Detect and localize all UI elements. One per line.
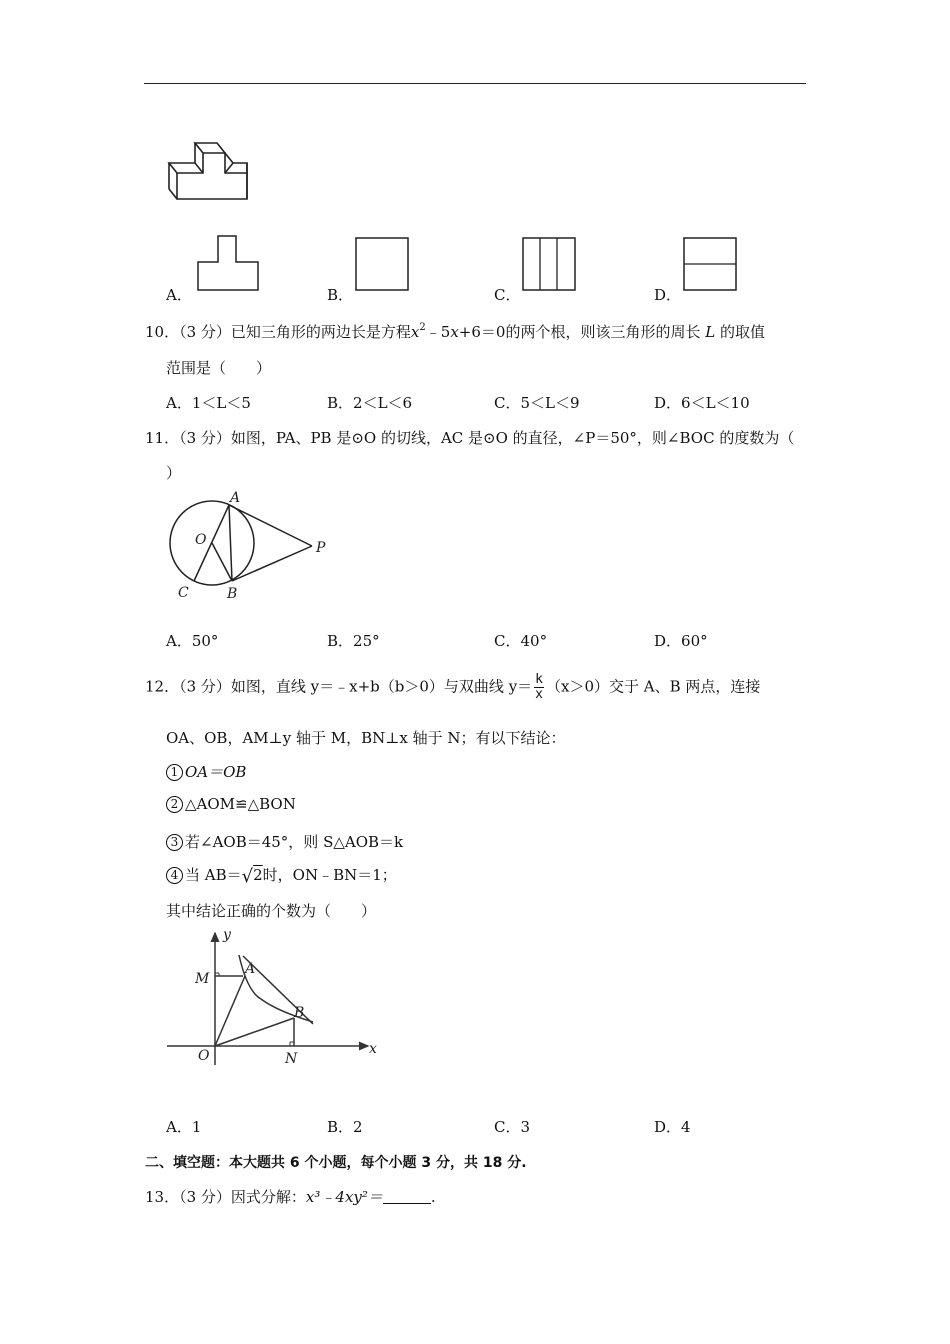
q13-text: 因式分解： (230, 1188, 306, 1206)
q13-score: （3 分） (179, 1188, 231, 1206)
q13-answer-blank[interactable] (383, 1189, 431, 1204)
q11-label-c: C (178, 585, 189, 601)
q12-line2: OA、OB，AM⊥y 轴于 M，BN⊥x 轴于 N；有以下结论： (166, 729, 566, 747)
q12-score: （3 分） (179, 677, 231, 696)
q12-question-end: 其中结论正确的个数为（ ） (166, 902, 377, 920)
sqrt-icon: √ (241, 866, 254, 887)
q9-option-d-label: D． (654, 286, 682, 304)
q12-label-x: x (369, 1041, 377, 1057)
q10-option-b: B．2＜L＜6 (327, 394, 413, 412)
q13-number: 13． (145, 1188, 180, 1206)
q12-label-o: O (198, 1048, 210, 1064)
q12-option-c: C．3 (494, 1118, 531, 1136)
q12-conclusion-4-text-a: 当 AB＝ (185, 866, 242, 884)
q12-conclusion-2-number: 2 (166, 796, 183, 813)
section-2-heading: 二、填空题：本大题共 6 个小题，每个小题 3 分，共 18 分. (145, 1155, 527, 1171)
q12-conclusion-4-number: 4 (166, 867, 183, 884)
q11-label-p: P (316, 540, 326, 556)
q12-option-d: D．4 (654, 1118, 691, 1136)
q10-text-3: 的取值 (719, 323, 765, 341)
q12-label-y: y (223, 927, 231, 943)
q13-stem (145, 1186, 436, 1207)
q12-fraction (534, 673, 544, 702)
q12-fraction-numerator: k (535, 672, 543, 687)
q12-option-b: B．2 (327, 1118, 363, 1136)
q13-expression: x³﹣4xy²＝ (305, 1188, 383, 1206)
q10-score: （3 分） (179, 323, 231, 341)
q12-conclusion-1 (166, 761, 246, 782)
q12-conclusion-4 (166, 864, 397, 887)
q12-conclusion-2 (166, 795, 296, 813)
q11-option-b: B．25° (327, 632, 380, 650)
q9-option-d-figure (682, 236, 738, 292)
q10-text-2: 的两个根，则该三角形的周长 (505, 323, 701, 341)
q9-option-a-figure (196, 234, 260, 292)
q12-option-a: A．1 (166, 1118, 202, 1136)
header-rule (144, 83, 806, 84)
q12-number: 12． (145, 677, 180, 696)
q12-graph-figure (165, 925, 390, 1070)
q12-conclusion-3 (166, 831, 403, 852)
q11-stem (145, 427, 794, 448)
q10-number: 10． (145, 323, 180, 341)
q11-option-c: C．40° (494, 632, 548, 650)
q12-text-2: （x＞0）交于 A、B 两点，连接 (546, 677, 761, 696)
q11-label-a: A (230, 490, 241, 506)
q11-number: 11． (145, 429, 180, 447)
q12-text-1: 如图，直线 y＝﹣x+b（b＞0）与双曲线 y＝ (230, 677, 533, 696)
q11-score: （3 分） (179, 429, 231, 447)
q12-label-m: M (195, 971, 210, 987)
q11-label-b: B (227, 586, 238, 602)
q12-conclusion-1-number: 1 (166, 764, 183, 781)
q10-line2: 范围是（ ） (166, 359, 272, 377)
q9-option-c-figure (521, 236, 577, 292)
q11-option-d: D．60° (654, 632, 708, 650)
q12-conclusion-3-number: 3 (166, 834, 183, 851)
q11-option-a: A．50° (166, 632, 219, 650)
q9-option-b-figure (354, 236, 410, 292)
q10-stem: 10．（3 分）已知三角形的两边长是方程$x^2﹣5x+6=0$的两个根，则该三角形的周长 L 的取值 (145, 322, 765, 341)
q12-conclusion-1-text: OA＝OB (185, 763, 247, 781)
q11-text: 如图，PA、PB 是⊙O 的切线，AC 是⊙O 的直径，∠P＝50°，则∠BOC 的度数为（ (230, 429, 795, 447)
q11-circle-figure (160, 488, 340, 603)
q10-option-c: C．5＜L＜9 (494, 394, 580, 412)
q9-option-a-label: A． (166, 286, 192, 304)
q12-label-n: N (285, 1051, 298, 1067)
q12-conclusion-4-text-c: 时，ON﹣BN＝1； (262, 866, 397, 884)
q10-text-1: 已知三角形的两边长是方程 (230, 323, 411, 341)
q9-solid-figure (165, 125, 255, 205)
q10-option-a: A．1＜L＜5 (166, 394, 251, 412)
q10-option-d: D．6＜L＜10 (654, 394, 750, 412)
q12-conclusion-4-radicand: 2 (253, 866, 263, 884)
q12-stem (145, 673, 760, 702)
q13-end: . (430, 1188, 436, 1206)
q9-option-c-label: C． (494, 286, 521, 304)
q12-conclusion-3-text: 若∠AOB＝45°，则 S△AOB＝k (185, 833, 404, 851)
q11-label-o: O (195, 532, 207, 548)
q9-option-b-label: B． (327, 286, 354, 304)
q12-fraction-denominator: x (535, 687, 543, 702)
q12-label-b: B (294, 1005, 305, 1021)
q12-conclusion-2-text: △AOM≌△BON (185, 795, 296, 813)
q11-line2: ） (166, 464, 182, 482)
q12-label-a: A (245, 961, 256, 977)
